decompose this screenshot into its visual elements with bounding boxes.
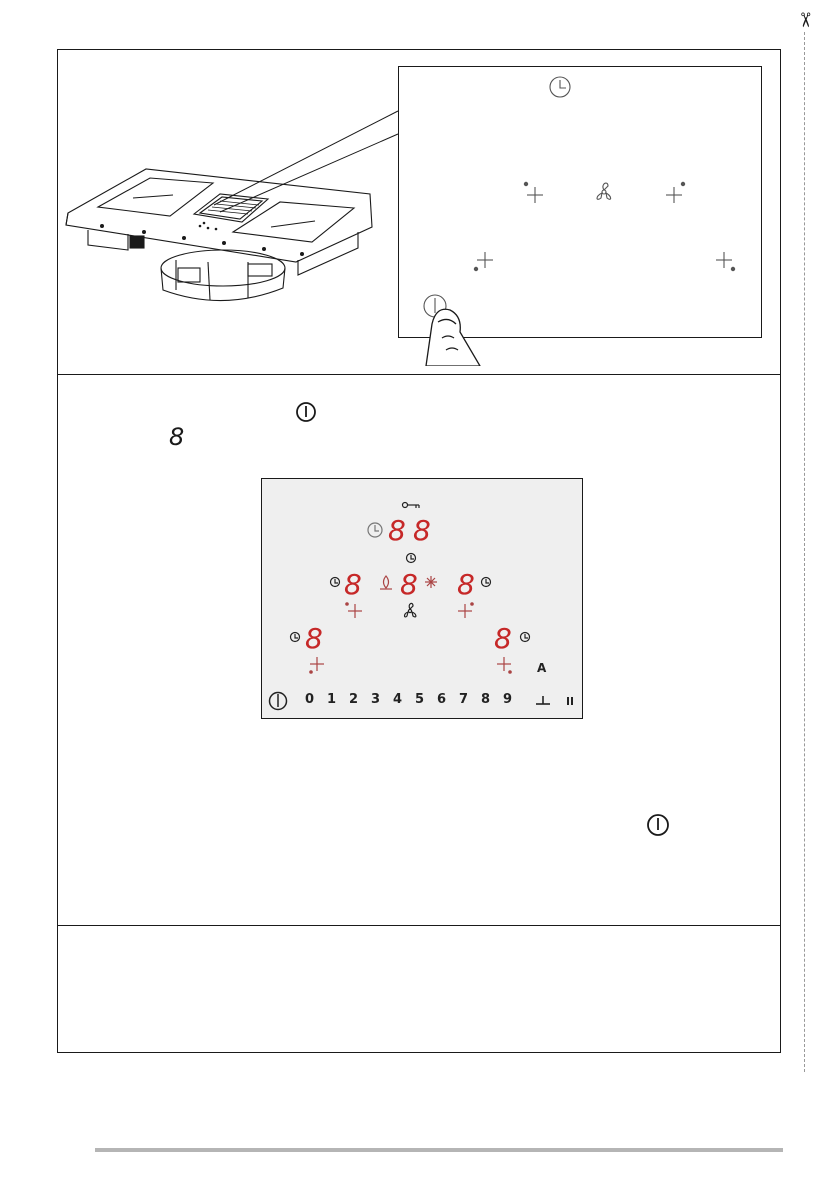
clock-icon [550,77,570,97]
clock-icon [368,523,382,537]
key-icon [403,503,420,509]
power-icon [270,693,287,710]
power-level-1: 1 [327,692,337,707]
timer-digit-1: 8 [388,514,406,547]
fan-icon [597,183,611,199]
power-level-8: 8 [481,692,491,707]
snow-icon [425,576,437,588]
plus-icon [497,657,511,671]
rear-left-display: 8 [305,622,323,655]
divider-2 [57,925,781,926]
power-level-3: 3 [371,692,381,707]
plus-icon [348,604,362,618]
clock-icon [331,578,340,587]
rear-right-display: 8 [494,622,512,655]
plus-icon [458,604,472,618]
zoom-panel-icons [398,66,762,366]
timer-digit-2: 8 [413,514,431,547]
power-level-9: 9 [503,692,513,707]
plus-icon [527,187,543,203]
clock-icon [521,633,530,642]
left-display: 8 [344,568,362,601]
clock-icon [407,554,416,563]
power-level-6: 6 [437,692,447,707]
right-display: 8 [457,568,475,601]
scissors-icon: ✂ [793,11,818,29]
inline-segment-digit: 8 [169,423,185,451]
auto-label: A [537,661,547,675]
power-level-0: 0 [305,692,315,707]
plus-icon [310,657,324,671]
flame-icon [380,576,392,589]
plus-icon [666,187,682,203]
plus-icon [716,252,732,268]
inline-power-icon [295,401,317,423]
power-level-7: 7 [459,692,469,707]
finger-pointer [426,309,480,366]
clock-icon [482,578,491,587]
footer-rule [95,1148,783,1152]
fan-icon [405,603,416,617]
power-level-4: 4 [393,692,403,707]
plus-icon [477,252,493,268]
clock-icon [291,633,300,642]
pause-icon [567,697,573,705]
stopgo-icon [536,696,550,704]
trailing-power-icon [646,813,670,837]
power-level-2: 2 [349,692,359,707]
center-display: 8 [400,568,418,601]
power-level-5: 5 [415,692,425,707]
